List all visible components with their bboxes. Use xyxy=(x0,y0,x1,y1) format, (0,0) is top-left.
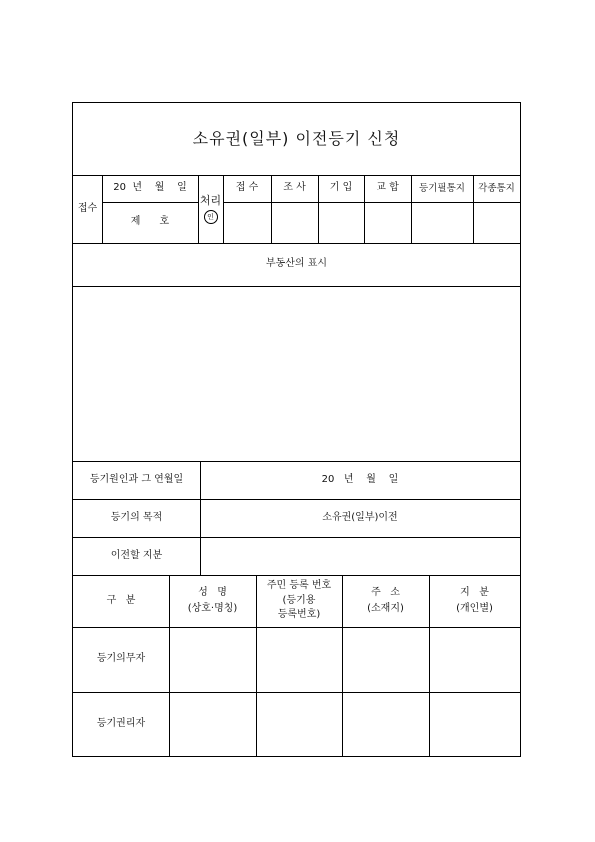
seal-mark-text: 인 xyxy=(207,213,214,221)
transfer-share-label: 이전할 지분 xyxy=(110,549,163,561)
column-header-investigation: 조 사 xyxy=(283,182,306,194)
various-notice-input[interactable] xyxy=(473,202,520,243)
application-form xyxy=(72,102,521,757)
column-header-entry: 기 입 xyxy=(329,182,353,194)
column-header-various-notice: 각종통지 xyxy=(478,182,515,194)
purpose-field[interactable]: 소유권(일부)이전 xyxy=(322,511,398,523)
obligor-share-field[interactable] xyxy=(429,627,520,692)
column-header-completion-notice: 등기필통지 xyxy=(419,182,465,194)
collation-input[interactable] xyxy=(364,202,411,243)
reception-label: 접수 xyxy=(77,202,98,214)
address-header-line1: 주 소 xyxy=(371,587,400,598)
completion-notice-input[interactable] xyxy=(411,202,473,243)
seal-mark xyxy=(204,210,218,224)
id-header-line3: 등록번호) xyxy=(277,609,321,621)
share-header-line2: (개인별) xyxy=(456,602,493,614)
obligee-address-field[interactable] xyxy=(342,692,429,756)
obligee-name-field[interactable] xyxy=(169,692,256,756)
obligee-share-field[interactable] xyxy=(429,692,520,756)
share-header-line1: 지 분 xyxy=(460,587,489,598)
form-title: 소유권(일부) 이전등기 신청 xyxy=(192,129,401,148)
obligor-label: 등기의무자 xyxy=(96,653,146,665)
name-header xyxy=(169,575,256,627)
cause-date-label: 등기원인과 그 연월일 xyxy=(89,473,184,485)
cause-date-field[interactable]: 20 년 월 일 xyxy=(321,473,399,485)
obligor-id-field[interactable] xyxy=(256,627,342,692)
id-header-line1: 주민 등록 번호 xyxy=(266,580,332,592)
id-header-line2: (등기용 xyxy=(282,594,316,606)
obligee-label: 등기권리자 xyxy=(96,717,146,729)
entry-input[interactable] xyxy=(318,202,364,243)
obligor-name-field[interactable] xyxy=(169,627,256,692)
id-number-header xyxy=(256,575,342,627)
obligor-address-field[interactable] xyxy=(342,627,429,692)
obligee-id-field[interactable] xyxy=(256,692,342,756)
purpose-label: 등기의 목적 xyxy=(110,511,163,523)
name-header-line1: 성 명 xyxy=(198,587,227,598)
category-header: 구 분 xyxy=(106,594,136,606)
address-header xyxy=(342,575,429,627)
column-header-collation: 교 합 xyxy=(376,182,399,194)
receipt-input[interactable] xyxy=(223,202,271,243)
property-header: 부동산의 표시 xyxy=(265,258,328,270)
property-description-field[interactable] xyxy=(73,286,520,461)
share-header xyxy=(429,575,520,627)
processing-label: 처리 xyxy=(199,193,222,207)
reception-number: 제 호 xyxy=(130,216,170,228)
processing-label-cell xyxy=(198,175,223,243)
name-header-line2: (상호·명칭) xyxy=(187,602,238,614)
transfer-share-field[interactable] xyxy=(200,537,520,575)
address-header-line2: (소재지) xyxy=(367,602,404,614)
reception-date: 20 년 월 일 xyxy=(113,182,187,194)
column-header-receipt: 접 수 xyxy=(235,182,259,194)
investigation-input[interactable] xyxy=(271,202,318,243)
